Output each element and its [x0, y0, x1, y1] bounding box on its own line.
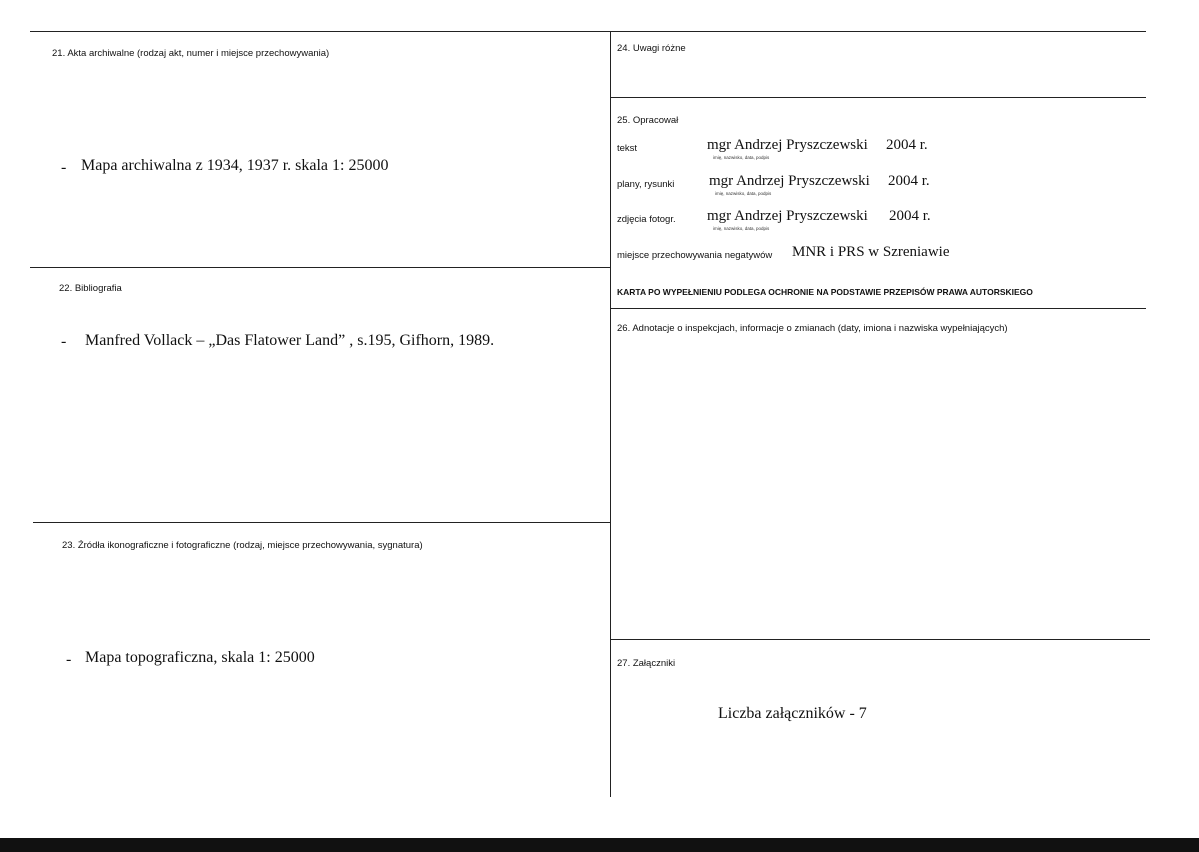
divider-24-25 [610, 97, 1146, 98]
author-row-hint-tekst: imię, nazwisko, data, podpis [713, 155, 770, 160]
author-row-label-zdjecia: zdjęcia fotogr. [617, 214, 676, 225]
negatives-label: miejsce przechowywania negatywów [617, 250, 773, 261]
divider-22-23 [33, 522, 610, 523]
author-row-name-zdjecia: mgr Andrzej Pryszczewski [707, 208, 868, 224]
negatives-value: MNR i PRS w Szreniawie [792, 244, 950, 260]
author-row-label-plany: plany, rysunki [617, 179, 675, 190]
scan-bottom-edge [0, 838, 1199, 852]
section-22-entry: Manfred Vollack – „Das Flatower Land” , s.195, Gifhorn, 1989. [85, 332, 495, 349]
section-21-title: 21. Akta archiwalne (rodzaj akt, numer i miejsce przechowywania) [52, 48, 330, 59]
author-row-label-tekst: tekst [617, 143, 638, 154]
author-row-hint-plany: imię, nazwisko, data, podpis [715, 191, 772, 196]
section-22-title: 22. Bibliografia [59, 283, 122, 294]
section-23-entry: Mapa topograficzna, skala 1: 25000 [85, 649, 315, 666]
copyright-notice: KARTA PO WYPEŁNIENIU PODLEGA OCHRONIE NA PODSTAWIE PRZEPISÓW PRAWA AUTORSKIEGO [617, 287, 1033, 297]
section-24-title: 24. Uwagi różne [617, 43, 686, 54]
section-26-title: 26. Adnotacje o inspekcjach, informacje o zmianach (daty, imiona i nazwiska wypełniających) [617, 323, 1008, 334]
section-21-entry: Mapa archiwalna z 1934, 1937 r. skala 1: 25000 [81, 157, 389, 174]
author-row-year-plany: 2004 r. [888, 173, 930, 189]
section-22-dash: - [61, 333, 67, 350]
author-row-name-plany: mgr Andrzej Pryszczewski [709, 173, 870, 189]
top-border [30, 31, 1146, 32]
section-23-title: 23. Źródła ikonograficzne i fotograficzne (rodzaj, miejsce przechowywania, sygnatura) [62, 540, 423, 551]
section-25-title: 25. Opracował [617, 115, 679, 126]
author-row-name-tekst: mgr Andrzej Pryszczewski [707, 137, 868, 153]
author-row-hint-zdjecia: imię, nazwisko, data, podpis [713, 226, 770, 231]
author-row-year-zdjecia: 2004 r. [889, 208, 931, 224]
divider-21-22 [30, 267, 610, 268]
center-divider [610, 31, 611, 797]
attachments-count: Liczba załączników - 7 [718, 705, 867, 722]
divider-copyright [610, 308, 1146, 309]
section-23-dash: - [66, 651, 72, 668]
author-row-year-tekst: 2004 r. [886, 137, 928, 153]
divider-26-27 [610, 639, 1150, 640]
section-27-title: 27. Załączniki [617, 658, 676, 669]
section-21-dash: - [61, 159, 67, 176]
